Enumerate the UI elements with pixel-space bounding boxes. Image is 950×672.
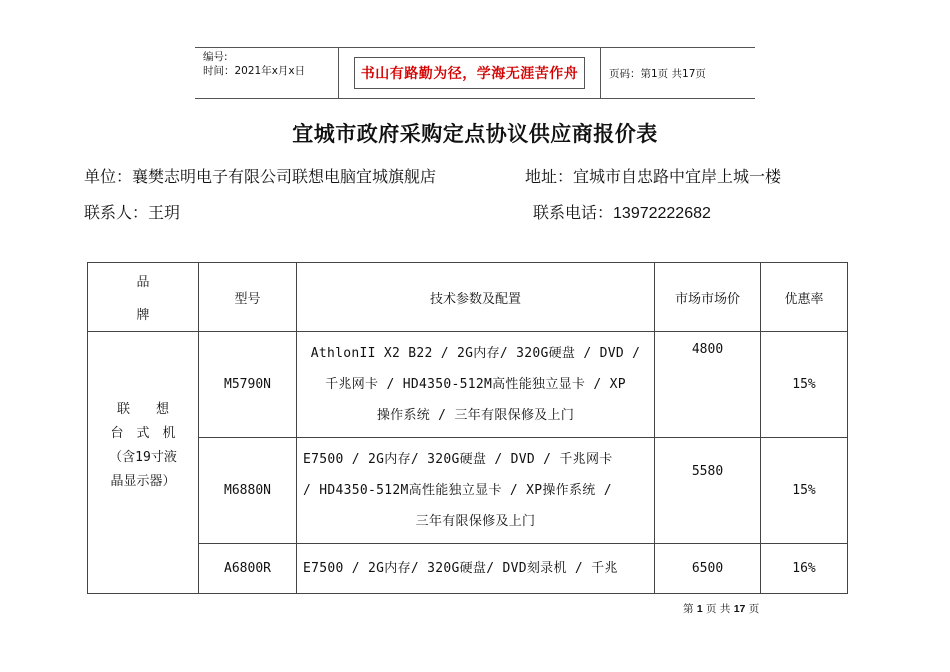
spec-line: E7500 / 2G内存/ 320G硬盘/ DVD刻录机 / 千兆 [303,561,618,576]
discount-cell: 16% [761,544,848,594]
model-cell: A6800R [199,544,297,594]
discount-cell: 15% [761,332,848,438]
spec-line: 三年有限保修及上门 [415,514,536,529]
brand-line: 晶显示器） [110,474,176,489]
header-time-label: 时间：2021年x月x日 [203,65,306,77]
header-meta [195,48,339,98]
phone-label: 联系电话： [533,203,614,222]
spec-line: 千兆网卡 / HD4350-512M高性能独立显卡 / XP [325,377,626,392]
header-model: 型号 [199,263,297,332]
header-brand-line1: 品 [136,275,150,290]
unit-info: 单位：襄樊志明电子有限公司联想电脑宜城旗舰店 [84,167,437,186]
discount-cell: 15% [761,438,848,544]
brand-cell [88,332,199,594]
contact-info: 联系人：王玥 [84,203,181,222]
brand-line: 台 式 机 [110,426,176,441]
quote-table [87,262,848,594]
footer-total-pages: 17 [733,603,746,615]
spec-line: E7500 / 2G内存/ 320G硬盘 / DVD / 千兆网卡 [303,452,613,467]
page-header [195,47,755,99]
price-cell: 6500 [655,544,761,594]
model-cell: M6880N [199,438,297,544]
spec-line: / HD4350-512M高性能独立显卡 / XP操作系统 / [303,483,612,498]
table-row [88,332,848,438]
brand-line: （含19寸液 [109,450,177,465]
spec-cell [297,544,655,594]
header-discount: 优惠率 [761,263,848,332]
footer-suffix: 页 [748,603,760,615]
phone-number: 13972222682 [613,205,711,222]
footer-prefix: 第 [683,603,694,615]
header-brand-line2: 牌 [136,308,150,323]
page-footer [683,601,759,616]
document-title: 宜城市政府采购定点协议供应商报价表 [292,121,658,146]
footer-page-number: 1 [696,603,703,615]
header-number-label: 编号: [203,51,228,63]
spec-line: AthlonII X2 B22 / 2G内存/ 320G硬盘 / DVD / [310,346,641,361]
table-row [88,438,848,544]
header-motto-cell [339,48,601,98]
price-cell: 4800 [655,332,761,438]
table-header-row [88,263,848,332]
table-row [88,544,848,594]
header-page-label: 页码：第1页 共17页 [609,67,706,80]
footer-mid: 页 共 [706,603,731,615]
header-motto: 书山有路勤为径，学海无涯苦作舟 [354,57,586,89]
spec-line: 操作系统 / 三年有限保修及上门 [376,408,575,423]
brand-line: 联 想 [116,402,169,417]
spec-cell [297,438,655,544]
model-cell: M5790N [199,332,297,438]
header-brand [88,263,199,332]
header-price: 市场市场价 [655,263,761,332]
header-spec: 技术参数及配置 [297,263,655,332]
spec-cell [297,332,655,438]
address-info: 地址：宜城市自忠路中宜岸上城一楼 [525,167,782,186]
price-cell: 5580 [655,438,761,544]
phone-info [533,200,711,223]
